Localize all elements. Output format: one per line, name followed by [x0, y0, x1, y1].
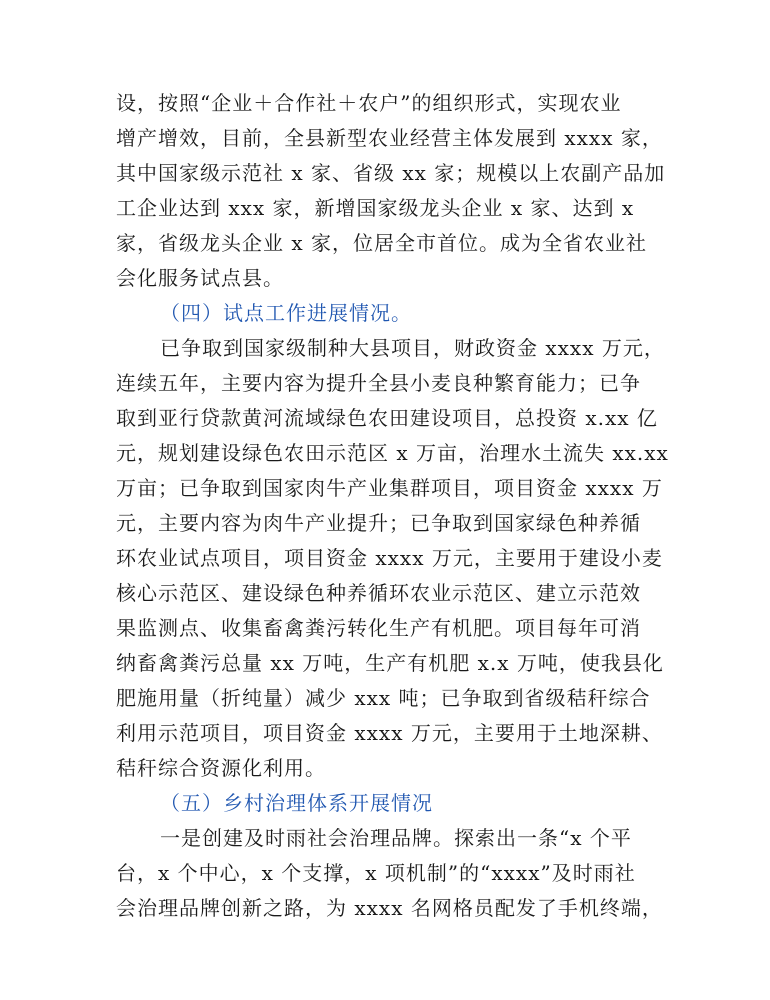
- paragraph-line: 核心示范区、建设绿色种养循环农业示范区、建立示范效: [116, 581, 641, 605]
- paragraph-line: 环农业试点项目，项目资金 xxxx 万元，主要用于建设小麦: [116, 546, 663, 570]
- section-heading: （四）试点工作进展情况。: [160, 301, 412, 325]
- paragraph-line: 设，按照“企业＋合作社＋农户”的组织形式，实现农业: [116, 91, 622, 115]
- paragraph-line: 纳畜禽粪污总量 xx 万吨，生产有机肥 x.x 万吨，使我县化: [116, 651, 664, 675]
- paragraph-line: 利用示范项目，项目资金 xxxx 万元，主要用于土地深耕、: [116, 721, 663, 745]
- paragraph-line: 会治理品牌创新之路，为 xxxx 名网格员配发了手机终端，: [116, 896, 663, 920]
- paragraph-line: 已争取到国家级制种大县项目，财政资金 xxxx 万元，: [160, 336, 665, 360]
- paragraph-line: 工企业达到 xxx 家，新增国家级龙头企业 x 家、达到 x: [116, 196, 635, 220]
- paragraph-line: 一是创建及时雨社会治理品牌。探索出一条“x 个平: [160, 826, 632, 850]
- paragraph-line: 其中国家级示范社 x 家、省级 xx 家；规模以上农副产品加: [116, 161, 666, 185]
- paragraph-line: 秸秆综合资源化利用。: [116, 756, 326, 780]
- paragraph-line: 增产增效，目前，全县新型农业经营主体发展到 xxxx 家，: [116, 126, 663, 150]
- paragraph-line: 取到亚行贷款黄河流域绿色农田建设项目，总投资 x.xx 亿: [116, 406, 658, 430]
- paragraph-line: 台，x 个中心，x 个支撑，x 项机制”的“xxxx”及时雨社: [116, 861, 636, 885]
- paragraph-line: 会化服务试点县。: [116, 266, 284, 290]
- paragraph-line: 元，主要内容为肉牛产业提升；已争取到国家绿色种养循: [116, 511, 641, 535]
- paragraph-line: 万亩；已争取到国家肉牛产业集群项目，项目资金 xxxx 万: [116, 476, 663, 500]
- paragraph-line: 果监测点、收集畜禽粪污转化生产有机肥。项目每年可消: [116, 616, 641, 640]
- paragraph-line: 连续五年，主要内容为提升全县小麦良种繁育能力；已争: [116, 371, 641, 395]
- document-page: [116, 86, 669, 926]
- section-heading: （五）乡村治理体系开展情况: [160, 791, 433, 815]
- paragraph-line: 肥施用量（折纯量）减少 xxx 吨；已争取到省级秸秆综合: [116, 686, 651, 710]
- paragraph-line: 元，规划建设绿色农田示范区 x 万亩，治理水土流失 xx.xx: [116, 441, 669, 465]
- paragraph-line: 家，省级龙头企业 x 家，位居全市首位。成为全省农业社: [116, 231, 647, 255]
